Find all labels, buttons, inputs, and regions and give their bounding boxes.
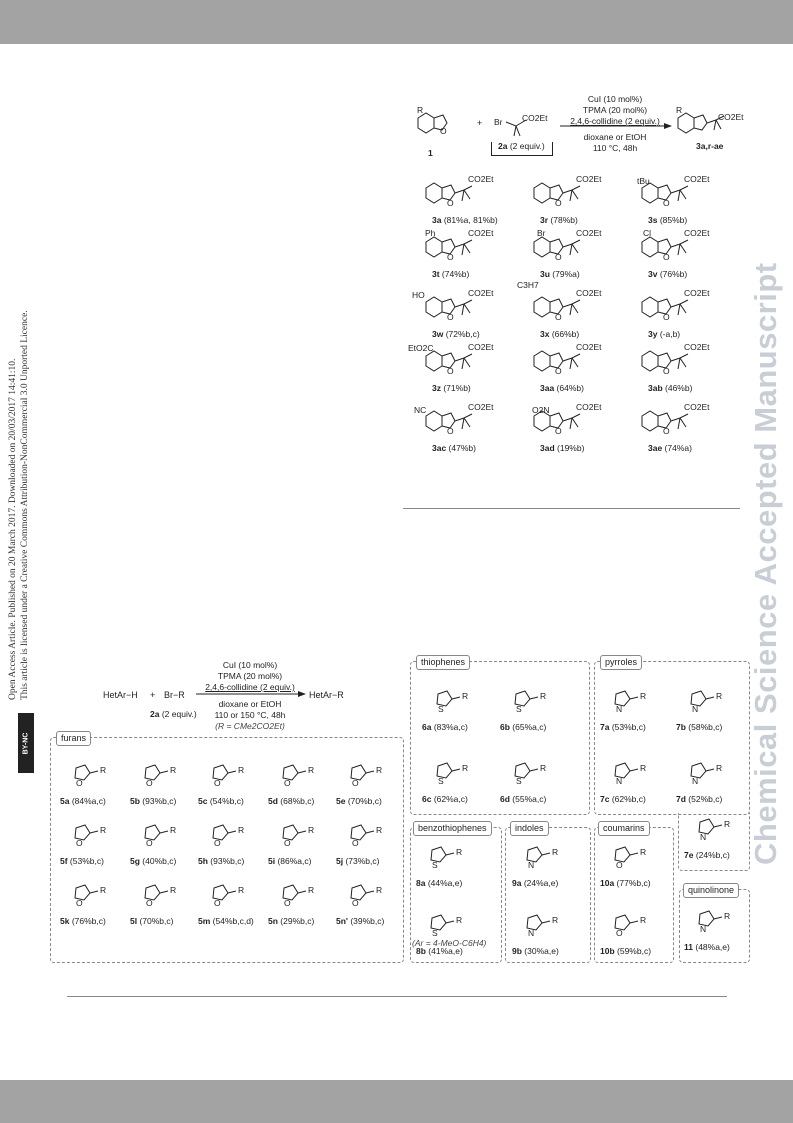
structure-5i [274,820,310,844]
furan-heteroatom: O [284,898,291,908]
compound-yield-label: 5f (53%b,c) [60,856,104,866]
conditions-below: dioxane or EtOH 110 or 150 °C, 48h (R = CMe2CO2Et) [214,699,286,731]
compound-yield-label: 8b (41%a,e) [416,946,463,956]
furan-heteroatom: O [214,838,221,848]
compound-yield-label: 7a (53%b,c) [600,722,646,732]
structure-7d [682,758,718,782]
reaction-arrow [560,122,672,130]
pyrrole-heteroatom: N [616,776,623,786]
compound-yield-label: 5m (54%b,c,d) [198,916,254,926]
co2et-group: CO2Et [684,288,710,298]
scheme-2-divider [67,996,727,997]
indoles-tag: indoles [510,821,549,836]
pyrrole-heteroatom: N [692,704,699,714]
compound-yield-label: 7e (24%b,c) [684,850,730,860]
compound-yield-label: 3t (74%b) [432,269,470,279]
compound-yield-label: 3u (79%a) [540,269,580,279]
co2et-group: CO2Et [468,228,494,238]
structure-7c [606,758,642,782]
compound-yield-label: 6c (62%a,c) [422,794,468,804]
eto2c-substituent: EtO2C [408,343,434,353]
co2et-group: CO2Et [576,288,602,298]
indole-heteroatom: N [528,860,535,870]
structure-5f [66,820,102,844]
plus-sign: + [150,690,156,700]
o-atom: O [663,366,670,376]
pyrroles-tag: pyrroles [600,655,642,670]
coumarin-heteroatom: O [616,928,623,938]
benzothiophene-heteroatom: S [432,860,438,870]
compound-yield-label: 6a (83%a,c) [422,722,468,732]
br-substituent: Br [537,228,546,238]
furan-heteroatom: O [76,778,83,788]
pyrrole-heteroatom: N [700,832,707,842]
coumarins-tag: coumarins [598,821,650,836]
furan-heteroatom: O [352,838,359,848]
structure-5k [66,880,102,904]
structure-11 [690,906,726,930]
co2et-group: CO2Et [576,228,602,238]
co2et-group: CO2Et [468,342,494,352]
r-substituent-label: R [376,825,383,835]
co2et-group: CO2Et [684,174,710,184]
structure-5h [204,820,240,844]
compound-yield-label: 3ab (46%b) [648,383,693,393]
compound-yield-label: 3s (85%b) [648,215,688,225]
compound-yield-label: 5c (54%b,c) [198,796,244,806]
indole-heteroatom: N [528,928,535,938]
compound-yield-label: 3ae (74%a) [648,443,692,453]
co2et-group: CO2Et [576,174,602,184]
thiophenes-tag: thiophenes [416,655,470,670]
co2et-group: CO2Et [468,288,494,298]
nc-substituent: NC [414,405,427,415]
furan-heteroatom: O [76,898,83,908]
compound-yield-label: 3ac (47%b) [432,443,476,453]
o-atom: O [663,252,670,262]
compound-yield-label: 5j (73%b,c) [336,856,380,866]
cc-license-badge[interactable]: BY-NC [18,713,34,773]
r-substituent-label: R [376,885,383,895]
r-substituent-label: R [540,763,547,773]
structure-10a [606,842,642,866]
structure-5n' [342,880,378,904]
r-substituent-label: R [238,765,245,775]
compound-yield-label: 3aa (64%b) [540,383,584,393]
structure-5c [204,760,240,784]
ph-substituent: Ph [425,228,436,238]
furan-heteroatom: O [146,898,153,908]
compound-yield-label: 5b (93%b,c) [130,796,177,806]
compound-yield-label: 3x (66%b) [540,329,580,339]
license-notice[interactable]: This article is licensed under a Creative Commons Attribution-NonCommercial 3.0 Unported Licence. [20,310,30,700]
conditions-below: dioxane or EtOH 110 °C, 48h [583,132,647,153]
structure-5j [342,820,378,844]
compound-yield-label: 6d (55%a,c) [500,794,547,804]
structure-5b [136,760,172,784]
r-substituent-label: R [640,847,647,857]
r-substituent-label: R [308,885,315,895]
o2n-substituent: O2N [532,405,550,415]
r-substituent-label: R [100,765,107,775]
compound-yield-label: 3ad (19%b) [540,443,585,453]
o-atom: O [447,366,454,376]
r-substituent-label: R [417,105,424,115]
compound-yield-label: 5h (93%b,c) [198,856,245,866]
structure-5a [66,760,102,784]
compound-yield-label: 7c (62%b,c) [600,794,646,804]
o-atom: O [440,126,447,136]
r-substituent-label: R [462,763,469,773]
compound-yield-label: 6b (65%a,c) [500,722,547,732]
furan-heteroatom: O [146,778,153,788]
benzothiophene-heteroatom: S [432,928,438,938]
furan-heteroatom: O [146,838,153,848]
compound-yield-label: 5g (40%b,c) [130,856,177,866]
compound-yield-label: 3z (71%b) [432,383,471,393]
r-substituent-label: R [640,915,647,925]
pyrroles-box [594,661,750,815]
product-label: 3a,r-ae [696,141,724,151]
tbu-substituent: tBu [637,176,650,186]
r-substituent-label: R [640,763,647,773]
pyrrole-heteroatom: N [692,776,699,786]
compound-label-1: 1 [428,148,433,158]
r-substituent-label: R [724,911,731,921]
thiophene-heteroatom: S [516,704,522,714]
r-substituent-label: R [676,105,683,115]
o-atom: O [447,252,454,262]
o-atom: O [663,312,670,322]
o-atom: O [663,198,670,208]
compound-yield-label: 7b (58%b,c) [676,722,723,732]
r-substituent-label: R [308,765,315,775]
co2et-group: CO2Et [684,228,710,238]
o-atom: O [663,426,670,436]
compound-yield-label: 9a (24%a,e) [512,878,559,888]
compound-yield-label: 5k (76%b,c) [60,916,106,926]
furan-heteroatom: O [352,898,359,908]
r-substituent-label: R [456,847,463,857]
o-atom: O [447,426,454,436]
furan-heteroatom: O [214,898,221,908]
furan-heteroatom: O [352,778,359,788]
co2et-group: CO2Et [718,112,744,122]
cl-substituent: Cl [643,228,652,238]
o-atom: O [555,312,562,322]
furans-tag: furans [56,731,91,746]
r-substituent-label: R [100,885,107,895]
furan-heteroatom: O [284,778,291,788]
compound-yield-label: 3v (76%b) [648,269,688,279]
structure-6a [428,686,464,710]
furan-heteroatom: O [214,778,221,788]
pyrrole-heteroatom: N [616,704,623,714]
publication-notice: Open Access Article. Published on 20 March 2017. Downloaded on 20/03/2017 14:41:10. [8,358,18,700]
r-substituent-label: R [552,847,559,857]
structure-7a [606,686,642,710]
reactant-hetar-h: HetAr−H [103,690,138,700]
r-substituent-label: R [376,765,383,775]
r-substituent-label: R [552,915,559,925]
co2et-group: CO2Et [684,402,710,412]
header-band [0,0,793,44]
co2et-group: CO2Et [468,402,494,412]
thiophene-heteroatom: S [516,776,522,786]
aryl-definition-note: (Ar = 4-MeO-C6H4) [412,938,487,948]
r-substituent-label: R [308,825,315,835]
thiophene-heteroatom: S [438,704,444,714]
structure-10b [606,910,642,934]
furan-heteroatom: O [76,838,83,848]
conditions-above: CuI (10 mol%) TPMA (20 mol%) 2,4,6-collidine (2 equiv.) [570,94,660,126]
r-substituent-label: R [716,763,723,773]
r-substituent-label: R [238,885,245,895]
o-atom: O [447,312,454,322]
compound-yield-label: 7d (52%b,c) [676,794,723,804]
o-atom: O [555,252,562,262]
ho-substituent: HO [412,290,425,300]
compound-yield-label: 5n' (39%b,c) [336,916,385,926]
bromine-atom: Br [494,117,503,127]
structure-5d [274,760,310,784]
r-substituent-label: R [170,885,177,895]
reaction-arrow [196,690,306,698]
structure-6d [506,758,542,782]
r-substituent-label: R [170,825,177,835]
structure-7b [682,686,718,710]
plus-sign: + [477,118,483,128]
structure-8b [422,910,458,934]
compound-yield-label: 3y (-a,b) [648,329,681,339]
accepted-manuscript-watermark: Chemical Science Accepted Manuscript [748,262,783,865]
o-atom: O [447,198,454,208]
o-atom: O [555,366,562,376]
benzothiophenes-tag: benzothiophenes [413,821,492,836]
r-substituent-label: R [640,691,647,701]
structure-5n [274,880,310,904]
structure-5g [136,820,172,844]
r-substituent-label: R [238,825,245,835]
structure-6b [506,686,542,710]
compound-yield-label: 3a (81%a, 81%b) [432,215,498,225]
footer-band [0,1080,793,1123]
r-substituent-label: R [462,691,469,701]
compound-yield-label: 5e (70%b,c) [336,796,382,806]
reactant-br-r: Br−R [164,690,185,700]
compound-yield-label: 8a (44%a,e) [416,878,463,888]
compound-yield-label: 3w (72%b,c) [432,329,480,339]
compound-yield-label: 5l (70%b,c) [130,916,174,926]
structure-8a [422,842,458,866]
product-hetar-r: HetAr−R [309,690,344,700]
bracket-line [491,155,553,156]
structure-5e [342,760,378,784]
co2et-group: CO2Et [522,113,548,123]
reagent-label-2a: 2a (2 equiv.) [150,709,197,719]
thiophenes-box [410,661,590,815]
coumarin-heteroatom: O [616,860,623,870]
quinolinone-tag: quinolinone [683,883,739,898]
compound-yield-label: 10b (59%b,c) [600,946,652,956]
conditions-above: CuI (10 mol%) TPMA (20 mol%) 2,4,6-collidine (2 equiv.) [205,660,295,692]
r-substituent-label: R [716,691,723,701]
r-substituent-label: R [170,765,177,775]
structure-6c [428,758,464,782]
furan-heteroatom: O [284,838,291,848]
compound-yield-label: 5n (29%b,c) [268,916,315,926]
c3h7-substituent: C3H7 [517,280,539,290]
thiophene-heteroatom: S [438,776,444,786]
compound-yield-label: 10a (77%b,c) [600,878,651,888]
structure-9b [518,910,554,934]
r-substituent-label: R [540,691,547,701]
structure-5l [136,880,172,904]
structure-7e [690,814,726,838]
o-atom: O [555,426,562,436]
reagent-label-2a: 2a (2 equiv.) [498,141,545,151]
co2et-group: CO2Et [684,342,710,352]
quinolinone-heteroatom: N [700,924,707,934]
o-atom: O [555,198,562,208]
r-substituent-label: R [456,915,463,925]
compound-yield-label: 5d (68%b,c) [268,796,315,806]
co2et-group: CO2Et [576,402,602,412]
compound-yield-label: 5a (84%a,c) [60,796,106,806]
structure-9a [518,842,554,866]
scheme-1-divider [403,508,740,509]
co2et-group: CO2Et [468,174,494,184]
structure-5m [204,880,240,904]
compound-yield-label: 11 (48%a,e) [684,942,730,952]
co2et-group: CO2Et [576,342,602,352]
r-substituent-label: R [724,819,731,829]
compound-yield-label: 3r (78%b) [540,215,578,225]
r-substituent-label: R [100,825,107,835]
compound-yield-label: 5i (86%a,c) [268,856,312,866]
compound-yield-label: 9b (30%a,e) [512,946,559,956]
